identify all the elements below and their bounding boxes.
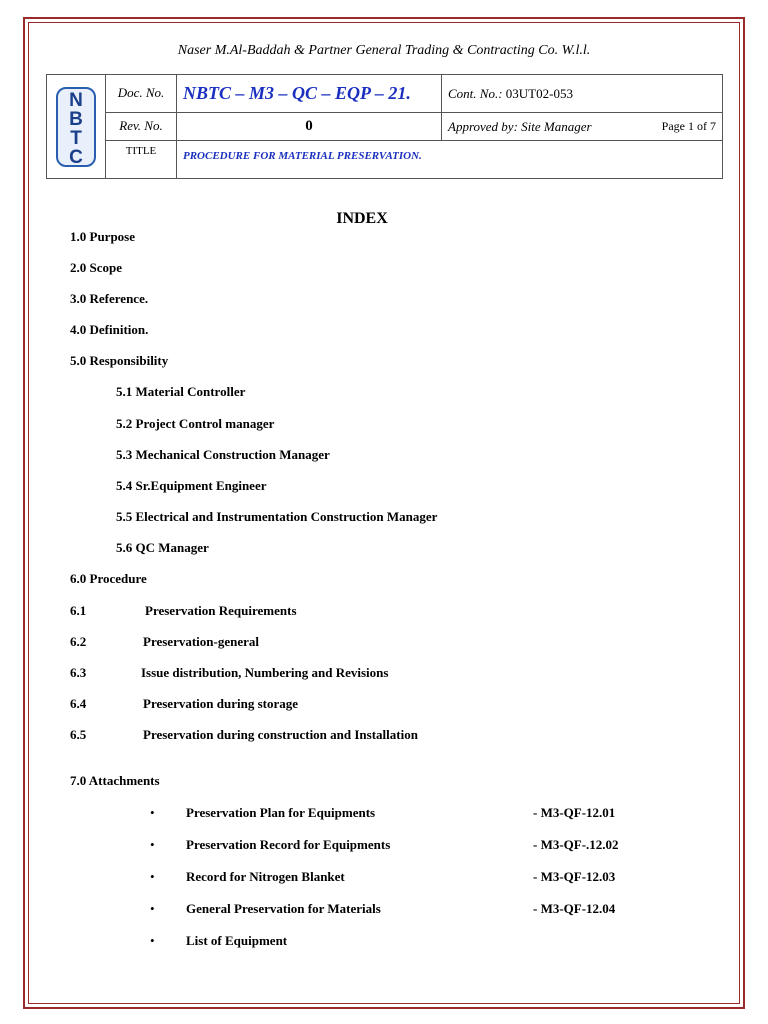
attachment-code: - M3-QF-12.03 <box>533 869 616 884</box>
entry-text: Project Control manager <box>135 416 275 431</box>
document-header-table <box>46 74 723 179</box>
entry-text: Responsibility <box>89 353 169 368</box>
entry-text: Mechanical Construction Manager <box>135 447 330 462</box>
attachment-name: Preservation Record for Equipments <box>186 837 391 852</box>
index-entry <box>70 696 298 712</box>
entry-number: 5.4 <box>116 478 133 493</box>
entry-number: 3.0 <box>70 291 87 306</box>
entry-number: 5.2 <box>116 416 133 431</box>
entry-text: Issue distribution, Numbering and Revisions <box>141 665 389 680</box>
approved-cell <box>442 113 723 141</box>
entry-text: Preservation-general <box>143 634 259 649</box>
title-value: PROCEDURE FOR MATERIAL PRESERVATION. <box>177 141 723 179</box>
index-entry <box>70 229 135 245</box>
attachment-name: General Preservation for Materials <box>186 901 381 916</box>
index-entry <box>70 353 168 369</box>
index-entry <box>70 260 122 276</box>
index-subentry <box>116 416 274 432</box>
entry-number: 6.0 <box>70 571 87 586</box>
entry-number: 6.3 <box>70 665 87 680</box>
entry-number: 5.5 <box>116 509 133 524</box>
bullet-icon: • <box>150 805 155 820</box>
entry-number: 6.5 <box>70 727 87 742</box>
cont-no-label: Cont. No.: <box>448 85 503 101</box>
index-entry <box>70 603 297 619</box>
attachment-name: List of Equipment <box>186 933 288 948</box>
entry-text: Definition. <box>89 322 149 337</box>
approved-label: Approved by: <box>448 118 518 134</box>
entry-number: 5.0 <box>70 353 87 368</box>
company-name: Naser M.Al-Baddah & Partner General Trading & Contracting Co. W.l.l. <box>177 43 591 58</box>
entry-number: 5.1 <box>116 384 133 399</box>
page-info: Page 1 of 7 <box>661 118 716 133</box>
entry-text: Attachments <box>88 773 160 788</box>
doc-no-label: Doc. No. <box>106 75 177 113</box>
attachment-code: - M3-QF-.12.02 <box>533 837 619 852</box>
bullet-icon: • <box>150 869 155 884</box>
entry-text: Procedure <box>89 571 147 586</box>
index-subentry <box>116 478 267 494</box>
bullet-icon: • <box>150 901 155 916</box>
entry-text: Preservation during construction and Installation <box>143 727 418 742</box>
entry-text: Preservation during storage <box>143 696 299 711</box>
index-subentry <box>116 509 437 525</box>
logo-letter: N <box>69 89 83 111</box>
bullet-icon: • <box>150 837 155 852</box>
logo-letter: T <box>70 127 82 149</box>
title-label: TITLE <box>106 141 177 179</box>
index-entry <box>70 571 147 587</box>
nbtc-logo <box>56 87 96 167</box>
cont-no-value: 03UT02-053 <box>505 85 573 101</box>
index-entry <box>70 634 259 650</box>
entry-text: Preservation Requirements <box>145 603 297 618</box>
entry-number: 5.3 <box>116 447 133 462</box>
attachment-code: - M3-QF-12.04 <box>533 901 616 916</box>
attachment-code: - M3-QF-12.01 <box>533 805 616 820</box>
entry-text: Electrical and Instrumentation Construction Manager <box>135 509 438 524</box>
entry-number: 6.2 <box>70 634 87 649</box>
index-entry <box>70 727 418 743</box>
attachment-name: Record for Nitrogen Blanket <box>186 869 345 884</box>
entry-text: Scope <box>89 260 122 275</box>
cont-no-cell <box>442 75 723 113</box>
entry-number: 4.0 <box>70 322 87 337</box>
entry-number: 2.0 <box>70 260 87 275</box>
entry-number: 6.4 <box>70 696 87 711</box>
bullet-icon: • <box>150 933 155 948</box>
index-subentry <box>116 384 245 400</box>
attachment-name: Preservation Plan for Equipments <box>186 805 376 820</box>
entry-text: QC Manager <box>135 540 209 555</box>
rev-no-value: 0 <box>177 113 442 141</box>
entry-text: Reference. <box>89 291 149 306</box>
index-entry <box>70 773 160 789</box>
rev-no-label: Rev. No. <box>106 113 177 141</box>
entry-number: 6.1 <box>70 603 87 618</box>
logo-cell <box>47 75 106 179</box>
doc-no-value: NBTC – M3 – QC – EQP – 21. <box>177 75 442 113</box>
index-entry <box>70 322 148 338</box>
logo-letter: C <box>69 146 83 168</box>
index-subentry <box>116 447 330 463</box>
entry-number: 7.0 <box>70 773 87 788</box>
index-subentry <box>116 540 209 556</box>
entry-number: 5.6 <box>116 540 133 555</box>
index-heading: INDEX <box>336 210 388 227</box>
entry-text: Purpose <box>89 229 135 244</box>
entry-text: Material Controller <box>135 384 246 399</box>
entry-text: Sr.Equipment Engineer <box>135 478 267 493</box>
approved-value: Site Manager <box>521 118 592 134</box>
index-entry <box>70 291 148 307</box>
index-entry <box>70 665 388 681</box>
entry-number: 1.0 <box>70 229 87 244</box>
logo-letter: B <box>69 108 83 130</box>
